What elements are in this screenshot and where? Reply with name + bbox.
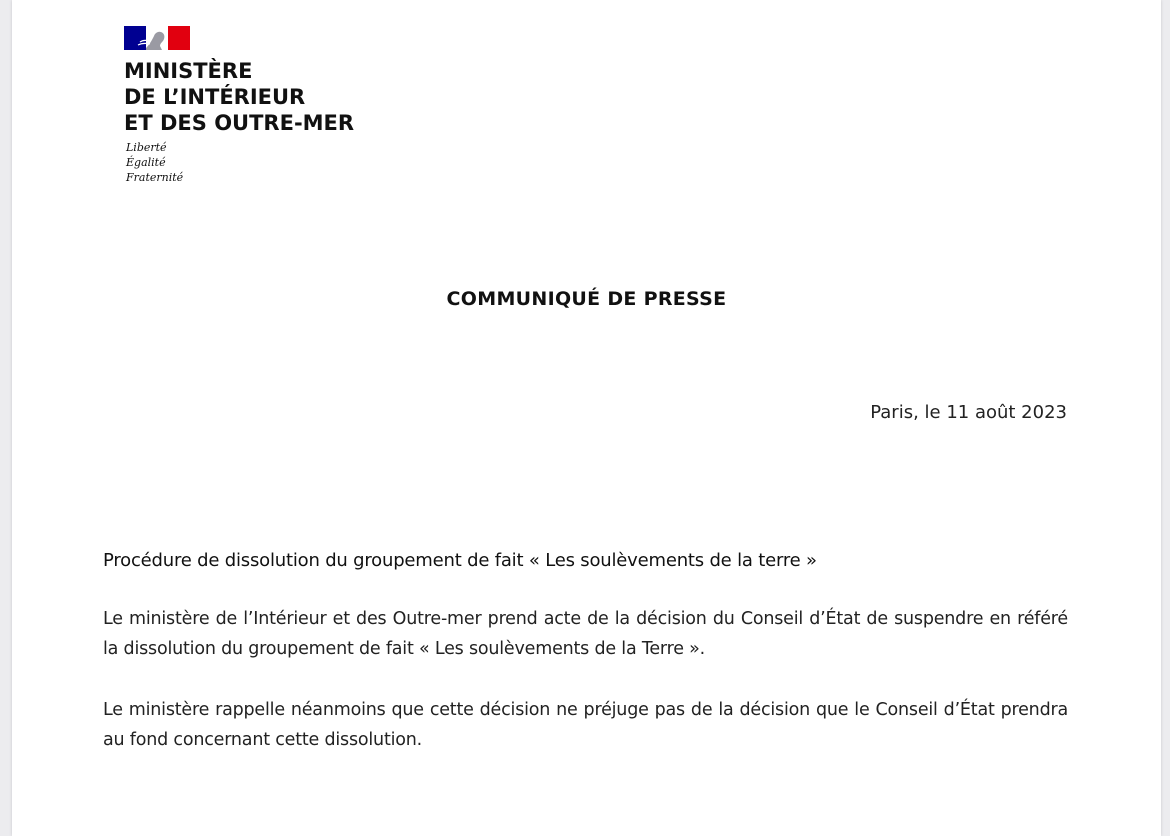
document-page	[12, 0, 1161, 836]
motto-line: Fraternité	[126, 171, 184, 184]
document-subject: Procédure de dissolution du groupement de fait « Les soulèvements de la terre »	[103, 550, 817, 571]
marianne-flag-icon	[124, 26, 190, 50]
ministry-name-line: DE L’INTÉRIEUR	[124, 85, 306, 109]
republic-motto	[126, 140, 183, 185]
motto-line: Égalité	[126, 156, 166, 169]
motto-line: Liberté	[126, 141, 167, 154]
document-title: COMMUNIQUÉ DE PRESSE	[446, 288, 727, 310]
document-date: Paris, le 11 août 2023	[870, 402, 1067, 423]
ministry-name-line: ET DES OUTRE-MER	[124, 111, 355, 135]
body-paragraph: Le ministère de l’Intérieur et des Outre-mer prend acte de la décision du Conseil d’État de suspendre en référé la dissolution du groupement de fait « Les soulèvements de la Terre ».	[103, 609, 1068, 659]
body-paragraph: Le ministère rappelle néanmoins que cette décision ne préjuge pas de la décision que le Conseil d’État prendra au fond concernant cette dissolution.	[103, 700, 1068, 750]
ministry-name-line: MINISTÈRE	[124, 59, 253, 83]
ministry-name	[124, 58, 444, 136]
